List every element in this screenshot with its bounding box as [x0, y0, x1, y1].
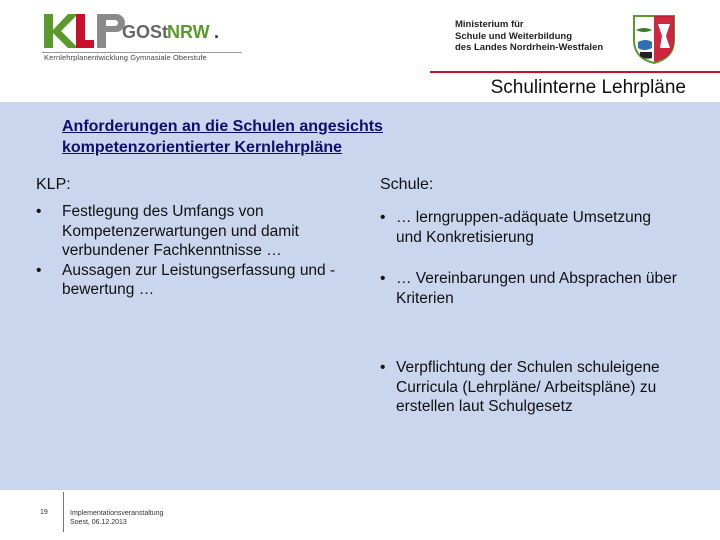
- list-item: [380, 269, 680, 308]
- document-title: Schulinterne Lehrpläne: [490, 77, 686, 98]
- page-number: 19: [40, 509, 48, 516]
- svg-text:.: .: [214, 22, 220, 42]
- bullet-text: Aussagen zur Leistungserfassung und -bewertung …: [62, 261, 336, 298]
- svg-text:NRW: NRW: [167, 22, 210, 42]
- ministry-name: [455, 19, 603, 54]
- klp-bullet-list: [36, 202, 336, 300]
- bullet-icon: •: [380, 359, 386, 376]
- header-divider: [430, 71, 720, 73]
- ministry-line: Ministerium für: [455, 19, 524, 30]
- bullet-icon: •: [36, 261, 42, 279]
- ministry-line: Schule und Weiterbildung: [455, 30, 572, 42]
- bullet-text: … Vereinbarungen und Absprachen über Kriterien: [396, 270, 677, 307]
- bullet-icon: •: [380, 209, 386, 226]
- list-item: [36, 202, 336, 261]
- schule-heading: Schule:: [380, 176, 434, 193]
- bullet-icon: •: [380, 270, 386, 287]
- klp-heading: KLP:: [36, 176, 71, 193]
- bullet-text: Festlegung des Umfangs von Kompetenzerwartungen und damit verbundener Fachkenntnisse …: [62, 203, 299, 259]
- schule-bullet-list: [380, 208, 680, 417]
- slide-title: Anforderungen an die Schulen angesichts kompetenzorientierter Kernlehrpläne: [62, 118, 383, 156]
- list-item: [36, 261, 336, 300]
- logo-subtitle: Kernlehrplanentwicklung Gymnasiale Oberstufe: [44, 53, 207, 62]
- svg-text:GOSt: GOSt: [122, 22, 169, 42]
- nrw-crest-icon: [632, 14, 676, 64]
- bullet-text: Verpflichtung der Schulen schuleigene Curricula (Lehrpläne/ Arbeitspläne) zu erstellen laut Schulgesetz: [396, 359, 660, 415]
- footer-event: Implementationsveranstaltung: [70, 510, 164, 517]
- bullet-icon: •: [36, 203, 42, 220]
- list-item: [380, 208, 680, 247]
- footer-info: [70, 509, 163, 527]
- slide-header: [0, 0, 720, 100]
- footer-divider: [63, 492, 64, 532]
- footer-place-date: Soest, 06.12.2013: [70, 519, 127, 526]
- bullet-text: … lerngruppen-adäquate Umsetzung und Konkretisierung: [396, 209, 652, 246]
- list-item: [380, 358, 680, 417]
- ministry-line: des Landes Nordrhein-Westfalen: [455, 42, 604, 53]
